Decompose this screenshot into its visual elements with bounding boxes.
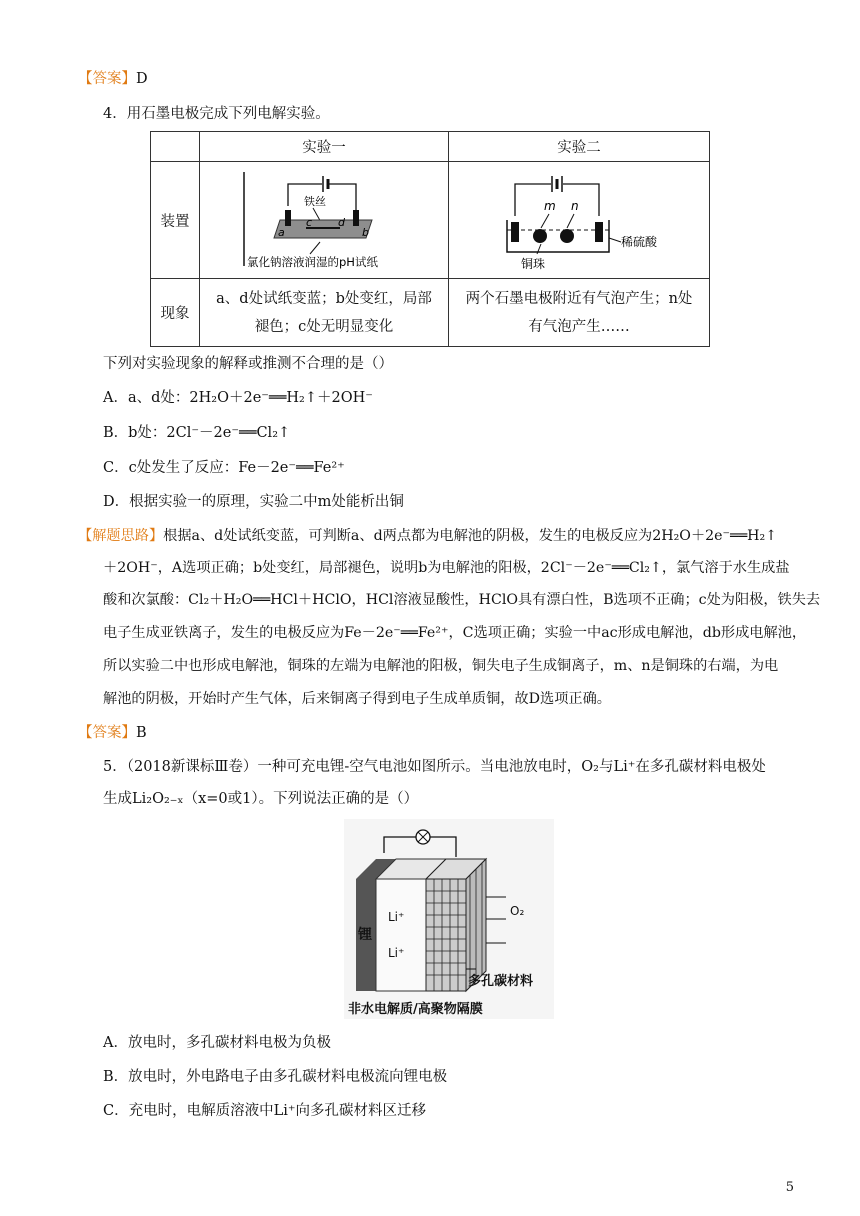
q4-question: 下列对实验现象的解释或推测不合理的是（） [103,356,393,372]
acid-label: 稀硫酸 [621,235,658,249]
bead-label: 铜珠 [521,257,546,271]
li-ion-label-2: Li⁺ [388,946,405,960]
solution-line-3: 酸和次氯酸：Cl₂＋H₂O══HCl＋HClO，HCl溶液显酸性，HClO具有漂白性，B选项不正确；c处为阳极，铁失去 [103,592,821,608]
point-a-label: a [278,226,285,239]
table-header-exp1: 实验一 [200,132,449,162]
point-b-label: b [362,226,369,239]
solution-text-1: 根据a、d处试纸变蓝，可判断a、d两点都为电解池的阴极，发生的电极反应为2H₂O＋2e⁻══H₂↑ [163,528,778,544]
row-label-observation: 现象 [151,279,200,347]
table-header-exp2: 实验二 [449,132,710,162]
point-m-label: m [544,199,556,213]
graphite-left [511,222,519,242]
solution-line-2: ＋2OH⁻，A选项正确；b处变红，局部褪色，说明b为电解池的阳极，2Cl⁻－2e⁻══Cl₂↑，氯气溶于水生成盐 [103,560,790,576]
point-d-label: d [338,216,345,229]
exp2-observation [449,279,710,347]
solution-line-1 [78,526,777,546]
solution-line-4: 电子生成亚铁离子，发生的电极反应为Fe－2e⁻══Fe²⁺，C选项正确；实验一中ac形成电解池，db形成电解池， [103,625,807,641]
o2-label: O₂ [510,904,525,918]
answer-value: D [136,71,148,87]
porous-carbon [426,879,466,991]
q4-answer [78,723,147,743]
row-label-apparatus: 装置 [151,162,200,279]
q4-option-c: C．c处发生了反应：Fe－2e⁻══Fe²⁺ [103,460,345,476]
exp2-apparatus-diagram [449,162,709,274]
q5-stem-line1: 5．（2018新课标Ⅲ卷）一种可充电锂-空气电池如图所示。当电池放电时，O₂与Li⁺在多孔碳材料电极处 [103,759,766,775]
exp2-figure [449,162,710,279]
exp1-caption: 氯化钠溶液润湿的pH试纸 [247,255,378,269]
copper-bead-right [560,229,574,243]
q5-option-c: C．充电时，电解质溶液中Li⁺向多孔碳材料区迁移 [103,1103,427,1119]
q5-option-a: A．放电时，多孔碳材料电极为负极 [103,1035,331,1051]
exp1-apparatus-diagram [200,162,448,274]
exp1-observation [200,279,449,347]
obs2-line1: 两个石墨电极附近有气泡产生；n处 [465,290,693,307]
q5-option-b: B．放电时，外电路电子由多孔碳材料电极流向锂电极 [103,1069,448,1085]
exp1-figure [200,162,449,279]
experiment-table [150,131,710,347]
graphite-right [595,222,603,242]
answer-tag: 【答案】 [78,71,136,87]
solution-line-6: 解池的阴极，开始时产生气体，后来铜离子得到电子生成单质铜，故D选项正确。 [103,691,611,707]
q4-stem: 4．用石墨电极完成下列电解实验。 [103,106,330,122]
carbon-label: 多孔碳材料 [468,974,534,989]
q4-option-a: A．a、d处：2H₂O＋2e⁻══H₂↑＋2OH⁻ [103,390,373,406]
solution-line-5: 所以实验二中也形成电解池，铜珠的左端为电解池的阳极，铜失电子生成铜离子，m、n是铜珠的右端，为电 [103,658,779,674]
li-ion-label-1: Li⁺ [388,910,405,924]
answer-value: B [136,725,147,741]
exp1-wire-label: 铁丝 [304,195,326,208]
point-c-label: c [306,216,313,229]
separator-caption: 非水电解质/高聚物隔膜 [348,1002,483,1017]
solution-tag: 【解题思路】 [78,528,164,544]
copper-bead-left [533,229,547,243]
table-corner [151,132,200,162]
battery-diagram [344,819,554,1019]
electrode-b [353,210,359,226]
q5-stem-line2: 生成Li₂O₂₋ₓ（x=0或1）。下列说法正确的是（） [103,791,419,807]
q4-option-b: B．b处：2Cl⁻－2e⁻══Cl₂↑ [103,425,291,441]
electrode-a [285,210,291,226]
obs1-line2: 褪色；c处无明显变化 [254,318,394,335]
obs2-line2: 有气泡产生…… [528,318,630,335]
q4-option-d: D．根据实验一的原理，实验二中m处能析出铜 [103,494,404,510]
point-n-label: n [571,199,579,213]
page-number: 5 [785,1180,794,1195]
lithium-label: 锂 [358,927,372,943]
obs1-line1: a、d处试纸变蓝；b处变红，局部 [216,290,432,307]
q3-answer [78,69,148,89]
answer-tag: 【答案】 [78,725,136,741]
electrolyte-region [376,879,426,991]
